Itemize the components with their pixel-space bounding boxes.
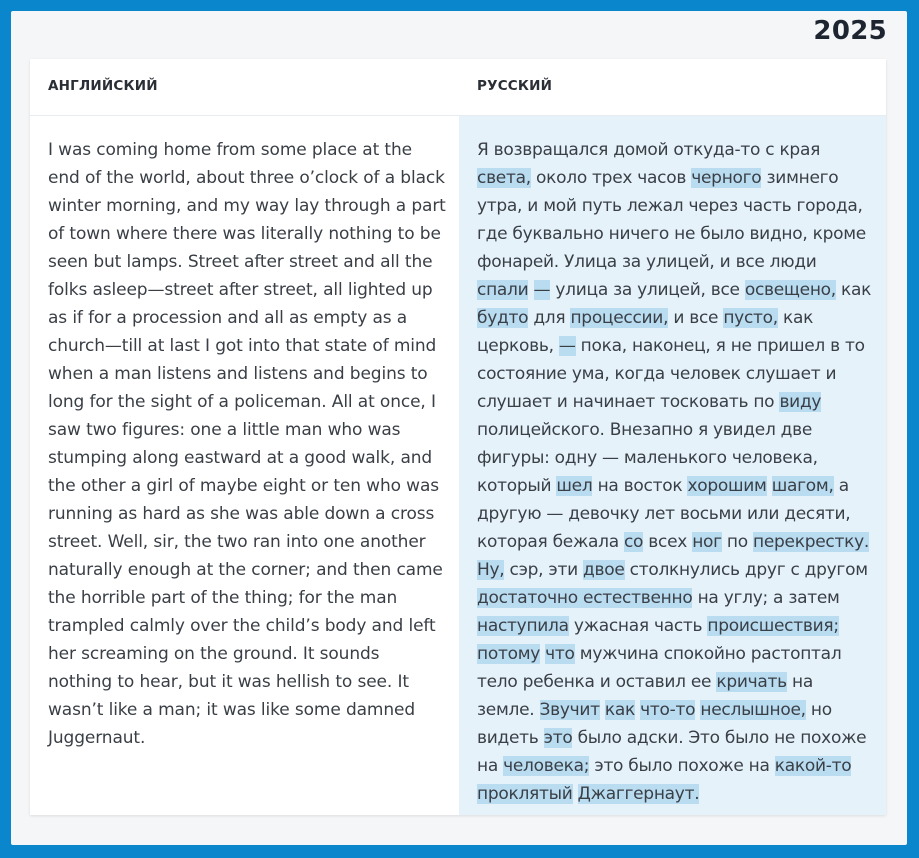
text-segment: зимнего утра, и мой путь лежал через часть города, где буквально ничего не было видно, кроме фонарей. Улица за улицей, и все люди — [477, 168, 866, 272]
highlighted-word[interactable]: пусто, — [723, 308, 778, 328]
text-segment: на углу; а затем — [692, 588, 840, 608]
text-segment: мужчина спокойно растоптал тело ребенка и оставил ее — [477, 644, 842, 692]
highlighted-word[interactable]: ног — [692, 532, 722, 552]
highlighted-word[interactable]: света, — [477, 168, 531, 188]
text-segment — [528, 280, 533, 300]
text-segment — [573, 784, 578, 804]
highlighted-word[interactable]: Ну, — [477, 560, 505, 580]
highlighted-word[interactable]: как — [604, 700, 636, 720]
text-segment: столкнулись друг с другом — [624, 560, 868, 580]
highlighted-word[interactable]: — — [558, 336, 576, 356]
highlighted-word[interactable]: двое — [583, 560, 625, 580]
text-segment: всех — [643, 532, 693, 552]
text-segment: полицейского. Внезапно я увидел две фигуры: одну — маленького человека, который — [477, 420, 818, 496]
highlighted-word[interactable]: черного — [691, 168, 762, 188]
text-segment: около трех часов — [530, 168, 692, 188]
highlighted-word[interactable]: шел — [556, 476, 593, 496]
highlighted-word[interactable]: освещено, — [744, 280, 836, 300]
text-segment: ужасная часть — [568, 616, 708, 636]
highlighted-word[interactable]: со — [623, 532, 644, 552]
text-segment: на земле. — [477, 672, 813, 720]
text-segment: по — [721, 532, 754, 552]
highlighted-word[interactable]: происшествия; — [707, 616, 839, 636]
highlighted-word[interactable]: это — [543, 728, 573, 748]
text-segment: на восток — [592, 476, 688, 496]
highlighted-word[interactable]: что — [545, 644, 575, 664]
highlighted-word[interactable]: хорошим — [687, 476, 767, 496]
highlighted-word[interactable]: Джаггернаут. — [577, 784, 700, 804]
text-segment: пока, наконец, я не пришел в то состояние ума, когда человек слушает и слушает и начинает тосковать по — [477, 336, 865, 412]
highlighted-word[interactable]: Звучит — [539, 700, 600, 720]
highlighted-word[interactable]: виду — [779, 392, 822, 412]
text-segment: для — [528, 308, 571, 328]
text-segment: улица за улицей, все — [550, 280, 745, 300]
translation-card — [30, 59, 886, 815]
text-segment: Я возвращался домой откуда-то с края — [477, 140, 821, 160]
russian-text — [477, 136, 872, 808]
english-column — [30, 116, 459, 815]
text-segment: и все — [668, 308, 724, 328]
highlighted-word[interactable]: человека; — [503, 756, 590, 776]
highlighted-word[interactable]: неслышное, — [700, 700, 806, 720]
highlighted-word[interactable]: проклятый — [477, 784, 573, 804]
highlighted-word[interactable]: что-то — [640, 700, 696, 720]
text-segment — [767, 476, 772, 496]
highlighted-word[interactable]: какой-то — [774, 756, 852, 776]
highlighted-word[interactable]: шагом, — [771, 476, 834, 496]
english-column-title: АНГЛИЙСКИЙ — [48, 78, 158, 94]
russian-column-title: РУССКИЙ — [477, 78, 553, 94]
highlighted-word[interactable]: — — [533, 280, 551, 300]
russian-column — [459, 116, 886, 815]
highlighted-word[interactable]: достаточно естественно — [477, 588, 693, 608]
english-text: I was coming home from some place at the end of the world, about three o’clock of a black winter morning, and my way lay through a part of town where there was literally nothing to be seen but lamps. Street after street and all the folks asleep—street after street, all lighted up as if for a procession and all as empty as a church—till at last I got into that state of mind when a man listens and listens and begins to long for the sight of a policeman. All at once, I saw two figures: one a little man who was stumping along eastward at a good walk, and the other a girl of maybe eight or ten who was running as hard as she was able down a cross street. Well, sir, the two ran into one another naturally enough at the corner; and then came the horrible part of the thing; for the man trampled calmly over the child’s body and left her screaming on the ground. It sounds nothing to hear, but it was hellish to see. It wasn’t like a man; it was like some damned Juggernaut. — [48, 140, 446, 748]
highlighted-word[interactable]: спали — [477, 280, 529, 300]
highlighted-word[interactable]: перекрестку. — [753, 532, 869, 552]
text-segment: это было похоже на — [589, 756, 775, 776]
highlighted-word[interactable]: процессии, — [570, 308, 669, 328]
text-segment: а другую — девочку лет восьми или десяти, которая бежала — [477, 476, 851, 552]
text-segment: как — [835, 280, 872, 300]
page-frame — [11, 11, 907, 845]
card-header — [30, 59, 886, 116]
text-segment: сэр, эти — [504, 560, 583, 580]
highlighted-word[interactable]: будто — [477, 308, 529, 328]
highlighted-word[interactable]: потому — [477, 644, 541, 664]
text-segment: как церковь, — [477, 308, 814, 356]
text-segment: было адски. Это было не похоже на — [477, 728, 867, 776]
year-label: 2025 — [813, 16, 887, 46]
highlighted-word[interactable]: кричать — [716, 672, 787, 692]
highlighted-word[interactable]: наступила — [477, 616, 569, 636]
text-segment: но видеть — [477, 700, 832, 748]
